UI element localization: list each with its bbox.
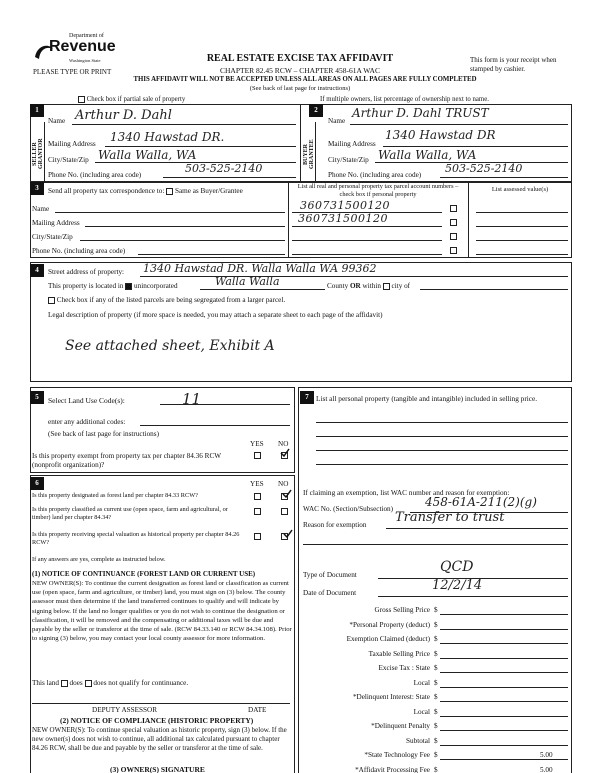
tax-row bbox=[300, 633, 570, 648]
reason-line bbox=[386, 528, 568, 529]
seller-mailing-value[interactable]: 1340 Hawstad DR. bbox=[110, 130, 225, 144]
assessed-1-line bbox=[476, 212, 568, 213]
section-6-badge: 6 bbox=[30, 477, 44, 490]
seller-city-label: City/State/Zip bbox=[48, 156, 89, 164]
seller-phone-value[interactable]: 503-525-2140 bbox=[185, 162, 263, 175]
buyer-phone-value[interactable]: 503-525-2140 bbox=[445, 162, 523, 175]
tax-row-label: *Affidavit Processing Fee bbox=[355, 765, 430, 773]
section-1-badge: 1 bbox=[30, 104, 44, 117]
seller-city-value[interactable]: Walla Walla, WA bbox=[98, 148, 197, 162]
print-note: PLEASE TYPE OR PRINT bbox=[33, 68, 112, 76]
buyer-mailing-line bbox=[383, 146, 568, 147]
tax-row-currency: $ bbox=[434, 765, 438, 773]
section-1-2-divider bbox=[300, 104, 301, 182]
partial-sale-box[interactable] bbox=[78, 96, 85, 103]
pp-line-1 bbox=[316, 422, 568, 423]
wac-label: WAC No. (Section/Subsection) bbox=[303, 505, 394, 513]
street-label: Street address of property: bbox=[48, 268, 125, 276]
same-as-buyer-label: Same as Buyer/Grantee bbox=[174, 187, 243, 195]
corr-city-line bbox=[80, 240, 285, 241]
tax-row bbox=[300, 706, 570, 721]
corr-mailing-line bbox=[85, 226, 285, 227]
tax-row-currency: $ bbox=[434, 722, 438, 730]
does-not-checkbox[interactable] bbox=[85, 680, 92, 687]
section-4-box bbox=[30, 262, 572, 382]
pp-line-4 bbox=[316, 464, 568, 465]
historic-yes-checkbox[interactable] bbox=[254, 533, 261, 540]
tax-row-value[interactable] bbox=[440, 606, 568, 615]
personal-property-label: List all personal property (tangible and intangible) included in selling price. bbox=[316, 394, 538, 403]
parcel-2-line bbox=[292, 226, 442, 227]
form-title: REAL ESTATE EXCISE TAX AFFIDAVIT bbox=[206, 53, 394, 64]
buyer-name-line bbox=[350, 124, 568, 125]
assessed-header: List assessed value(s) bbox=[491, 186, 549, 193]
buyer-name-label: Name bbox=[328, 117, 346, 125]
does-checkbox[interactable] bbox=[61, 680, 68, 687]
seller-phone-label: Phone No. (including area code) bbox=[48, 171, 142, 179]
tax-row bbox=[300, 619, 570, 634]
receipt-note: This form is your receipt when stamped by cashier. bbox=[470, 56, 557, 73]
tax-row-label: Local bbox=[413, 678, 430, 687]
tax-row-currency: $ bbox=[434, 693, 438, 701]
tax-row-currency: $ bbox=[434, 736, 438, 745]
within-label: within bbox=[362, 282, 381, 290]
this-land-label: This land bbox=[32, 679, 59, 687]
current-use-yes-checkbox[interactable] bbox=[254, 508, 261, 515]
does-label: does bbox=[69, 679, 83, 687]
tax-row-value[interactable] bbox=[440, 621, 568, 630]
buyer-phone-label: Phone No. (including area code) bbox=[328, 171, 422, 179]
doc-type-value[interactable]: QCD bbox=[440, 559, 474, 575]
segregated-checkbox[interactable] bbox=[48, 297, 55, 304]
tax-row-value[interactable] bbox=[440, 737, 568, 746]
assessed-3-line bbox=[476, 240, 568, 241]
segregated-label: Check box if any of the listed parcels are being segregated from a larger parcel. bbox=[56, 296, 286, 304]
form-chapter: CHAPTER 82.45 RCW – CHAPTER 458-61A WAC bbox=[220, 66, 380, 75]
land-use-see-back: (See back of last page for instructions) bbox=[48, 430, 159, 438]
parcel-1-value[interactable]: 360731500120 bbox=[300, 199, 390, 212]
unincorporated-label: unincorporated bbox=[134, 282, 178, 290]
exempt-no-check-icon bbox=[280, 448, 290, 458]
exempt-question: Is this property exempt from property tax per chapter 84.36 RCW (nonprofit organization)? bbox=[32, 452, 221, 469]
city-line bbox=[420, 289, 568, 290]
section-3-divider bbox=[288, 182, 289, 258]
compliance-text: NEW OWNER(S): To continue special valuation as historic property, sign (3) below. If the new owner(s) does not wish to continue, all additional tax calculated pursuant to chapter 84.26 RCW, shall be due and payable by the seller or transferor at the time of sale. bbox=[32, 726, 287, 752]
form-instructions: (See back of last page for instructions) bbox=[249, 85, 351, 92]
doc-type-label: Type of Document bbox=[303, 571, 357, 579]
historic-question: Is this property receiving special valuation as historical property per chapter 84.26 RCW? bbox=[32, 531, 240, 546]
legal-value[interactable]: See attached sheet, Exhibit A bbox=[65, 338, 275, 354]
seller-name-value[interactable]: Arthur D. Dahl bbox=[75, 108, 172, 123]
county-line bbox=[200, 289, 325, 290]
section-3-badge: 3 bbox=[30, 182, 44, 195]
forest-no-check-icon bbox=[282, 489, 292, 499]
signature-title: (3) OWNER(S) SIGNATURE bbox=[110, 765, 205, 773]
tax-row-value[interactable] bbox=[440, 708, 568, 717]
correspondence-text: Send all property tax correspondence to: bbox=[48, 187, 165, 195]
doc-date-label: Date of Document bbox=[303, 589, 357, 597]
tax-row-currency: $ bbox=[434, 664, 438, 672]
tax-row-currency: $ bbox=[434, 620, 438, 629]
additional-codes-label: enter any additional codes: bbox=[48, 418, 126, 426]
tax-row bbox=[300, 604, 570, 619]
parcel-2-value[interactable]: 360731500120 bbox=[298, 212, 388, 225]
tax-row-label: Gross Selling Price bbox=[374, 606, 430, 614]
tax-row-currency: $ bbox=[434, 707, 438, 716]
continuance-title: (1) NOTICE OF CONTINUANCE (FOREST LAND OR CURRENT USE) bbox=[32, 570, 256, 578]
buyer-mailing-value[interactable]: 1340 Hawstad DR bbox=[385, 128, 496, 142]
parcel-2-personal-checkbox[interactable] bbox=[450, 219, 457, 226]
reason-line-2 bbox=[303, 544, 568, 545]
tax-row-label: *State Technology Fee bbox=[364, 751, 430, 759]
compliance-title: (2) NOTICE OF COMPLIANCE (HISTORIC PROPERTY) bbox=[60, 716, 254, 725]
qualify-row bbox=[32, 679, 188, 687]
assessed-2-line bbox=[476, 226, 568, 227]
corr-name-line bbox=[55, 212, 285, 213]
reason-label: Reason for exemption bbox=[303, 521, 367, 529]
buyer-city-value[interactable]: Walla Walla, WA bbox=[378, 148, 477, 162]
buyer-side-divider bbox=[315, 122, 316, 182]
tax-row bbox=[300, 662, 570, 677]
pp-line-3 bbox=[316, 450, 568, 451]
seller-mailing-line bbox=[105, 146, 296, 147]
tax-row-currency: $ bbox=[434, 751, 438, 759]
tax-row bbox=[300, 677, 570, 692]
deputy-assessor-label: DEPUTY ASSESSOR bbox=[92, 706, 158, 714]
tax-row-label: Subtotal bbox=[406, 736, 430, 745]
corr-city-label: City/State/Zip bbox=[32, 233, 73, 241]
city-checkbox[interactable] bbox=[383, 283, 390, 290]
tax-row bbox=[300, 720, 570, 735]
tax-row-label: Local bbox=[413, 707, 430, 716]
qualify-label: qualify for continuance. bbox=[119, 679, 189, 687]
tax-row-label: *Delinquent Interest: State bbox=[352, 693, 430, 701]
pp-line-2 bbox=[316, 436, 568, 437]
continuance-text: NEW OWNER(S): To continue the current designation as forest land or classification as current use (open space, farm and agriculture, or timber) land, you must sign on (3) below. The county assessor must then determine if the land transferred continues to qualify and will indicate by signing below. If the land no longer qualifies or you do not wish to continue the designation or classification, it will be removed and the compensating or additional taxes will be due and payable by the seller or transferor at the time of sale. (RCW 84.33.140 or RCW 84.34.108). Prior to signing (3) below, you may contact your local county assessor for more information. bbox=[32, 580, 292, 643]
county-row bbox=[327, 282, 410, 290]
land-use-yes: YES bbox=[250, 440, 264, 448]
parcel-header: List all real and personal property tax parcel account numbers – check box if personal property bbox=[297, 183, 459, 198]
land-use-line bbox=[160, 404, 290, 405]
seller-mailing-label: Mailing Address bbox=[48, 140, 96, 148]
seller-name-line bbox=[72, 124, 296, 125]
dor-logo bbox=[33, 33, 123, 69]
land-use-label: Select Land Use Code(s): bbox=[48, 396, 125, 405]
tax-row-label: Excise Tax : State bbox=[378, 664, 430, 672]
assessed-4-line bbox=[476, 254, 568, 255]
parcel-3-line bbox=[292, 240, 442, 241]
seller-side-divider bbox=[44, 122, 45, 182]
buyer-side-label: BUYER GRANTEE bbox=[303, 139, 315, 169]
tax-row-value[interactable] bbox=[440, 693, 568, 702]
street-line bbox=[140, 276, 568, 277]
deputy-date-label: DATE bbox=[248, 706, 267, 714]
section-2-badge: 2 bbox=[309, 104, 323, 117]
additional-codes-line bbox=[140, 425, 290, 426]
tax-row bbox=[300, 691, 570, 706]
tax-row-value[interactable] bbox=[440, 679, 568, 688]
wac-value[interactable]: 458-61A-211(2)(g) bbox=[425, 495, 537, 509]
land-use-no: NO bbox=[278, 440, 289, 448]
tax-row bbox=[300, 648, 570, 663]
forest-question: Is this property designated as forest land per chapter 84.33 RCW? bbox=[32, 492, 198, 499]
corr-phone-line bbox=[138, 254, 285, 255]
city-of-label: city of bbox=[391, 282, 411, 290]
parcel-4-line bbox=[292, 254, 442, 255]
tax-row-label: Exemption Claimed (deduct) bbox=[346, 635, 430, 643]
tax-row-currency: $ bbox=[434, 649, 438, 658]
buyer-phone-line bbox=[440, 177, 568, 178]
county-value[interactable]: Walla Walla bbox=[215, 275, 280, 288]
corr-name-label: Name bbox=[32, 205, 50, 213]
located-label: This property is located in bbox=[48, 282, 124, 290]
designation-no: NO bbox=[278, 480, 289, 488]
tax-row-value[interactable] bbox=[440, 635, 568, 644]
tax-row-value[interactable]: 5.00 bbox=[440, 751, 568, 760]
tax-row-label: *Personal Property (deduct) bbox=[349, 620, 430, 629]
form-warning: THIS AFFIDAVIT WILL NOT BE ACCEPTED UNLESS ALL AREAS ON ALL PAGES ARE FULLY COMPLETED bbox=[133, 76, 477, 83]
designation-yes: YES bbox=[250, 480, 264, 488]
tax-row-value[interactable]: 5.00 bbox=[440, 766, 568, 773]
street-value[interactable]: 1340 Hawstad DR. Walla Walla WA 99362 bbox=[143, 262, 377, 275]
section-7-badge: 7 bbox=[300, 391, 314, 404]
tax-row-currency: $ bbox=[434, 678, 438, 687]
exempt-yes-checkbox[interactable] bbox=[254, 452, 261, 459]
correspondence-label bbox=[48, 187, 243, 195]
tax-calc-table bbox=[300, 604, 570, 773]
dor-dept-line: Department of bbox=[69, 33, 104, 39]
located-row bbox=[48, 282, 178, 290]
seller-phone-line bbox=[163, 177, 296, 178]
buyer-name-value[interactable]: Arthur D. Dahl TRUST bbox=[352, 106, 489, 120]
tax-row-label: Taxable Selling Price bbox=[368, 649, 430, 658]
parcel-1-personal-checkbox[interactable] bbox=[450, 205, 457, 212]
assessor-signature-line bbox=[32, 703, 290, 704]
corr-phone-label: Phone No. (including area code) bbox=[32, 247, 126, 255]
doc-date-line bbox=[378, 596, 568, 597]
seller-side-label: SELLER GRANTOR bbox=[32, 138, 44, 170]
tax-row-value[interactable] bbox=[440, 722, 568, 731]
reason-value[interactable]: Transfer to trust bbox=[395, 510, 505, 525]
current-use-no-checkbox[interactable] bbox=[281, 508, 288, 515]
dor-state: Washington State bbox=[69, 58, 101, 63]
doc-date-value[interactable]: 12/2/14 bbox=[432, 578, 483, 593]
section-4-badge: 4 bbox=[30, 264, 44, 277]
parcel-3-personal-checkbox[interactable] bbox=[450, 233, 457, 240]
segregated-row bbox=[48, 296, 285, 304]
parcel-4-personal-checkbox[interactable] bbox=[450, 247, 457, 254]
dor-agency: Revenue bbox=[49, 38, 116, 55]
historic-no-check-icon bbox=[283, 529, 293, 539]
legal-label: Legal description of property (if more space is needed, you may attach a separate sheet to each page of the affidavit) bbox=[48, 311, 383, 319]
tax-row bbox=[300, 735, 570, 750]
partial-sale-label: Check box if partial sale of property bbox=[86, 96, 186, 104]
county-label: County bbox=[327, 282, 349, 290]
section-5-badge: 5 bbox=[30, 391, 44, 404]
partial-sale-checkbox[interactable] bbox=[78, 96, 185, 103]
buyer-mailing-label: Mailing Address bbox=[328, 140, 376, 148]
tax-row-value[interactable] bbox=[440, 650, 568, 659]
section-3-divider-2 bbox=[468, 182, 469, 258]
tax-row-value[interactable] bbox=[440, 664, 568, 673]
unincorporated-checkbox[interactable] bbox=[125, 283, 132, 290]
tax-row-label: *Delinquent Penalty bbox=[371, 722, 430, 730]
exemption-claim-label: If claiming an exemption, list WAC number and reason for exemption: bbox=[303, 488, 510, 497]
land-use-value[interactable]: 11 bbox=[182, 390, 202, 408]
tax-row-currency: $ bbox=[434, 635, 438, 643]
current-use-question: Is this property classified as current use (open space, farm and agricultural, or timber) land per chapter 84.34? bbox=[32, 506, 228, 521]
buyer-city-label: City/State/Zip bbox=[328, 156, 369, 164]
seller-name-label: Name bbox=[48, 117, 66, 125]
multiple-owners-note: If multiple owners, list percentage of ownership next to name. bbox=[320, 96, 489, 103]
tax-row bbox=[300, 764, 570, 773]
if-any-yes: If any answers are yes, complete as instructed below. bbox=[32, 556, 166, 563]
or-label: OR bbox=[349, 282, 361, 290]
same-as-buyer-checkbox[interactable] bbox=[166, 188, 173, 195]
forest-yes-checkbox[interactable] bbox=[254, 493, 261, 500]
tax-row-currency: $ bbox=[434, 606, 438, 614]
does-not-label: does not bbox=[93, 679, 118, 687]
corr-mailing-label: Mailing Address bbox=[32, 219, 80, 227]
tax-row bbox=[300, 749, 570, 764]
